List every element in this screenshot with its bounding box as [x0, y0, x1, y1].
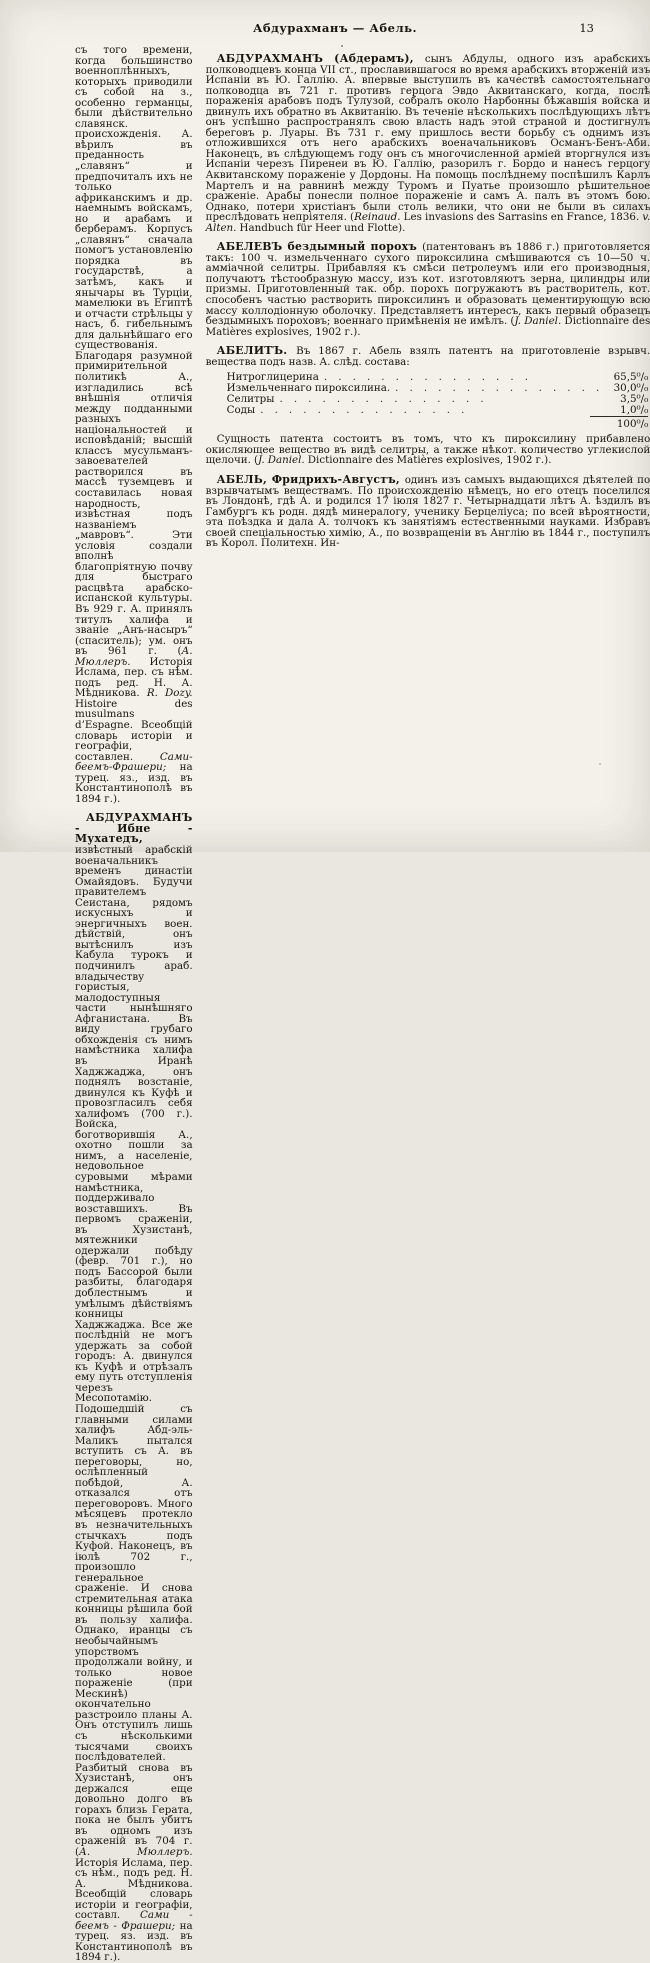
- ingredient-value: 30,0⁰/₀: [613, 382, 649, 395]
- entry-headword: АБЕЛЕВЪ бездымный порохъ: [216, 240, 423, 254]
- body-text: на турец. яз., изд. въ Константинополѣ въ 1894 г.).: [75, 761, 193, 805]
- dot-leader: [260, 405, 603, 416]
- ingredient-label: Селитры: [226, 393, 275, 406]
- citation-text: А. Мюллеръ.: [75, 645, 193, 668]
- body-text: Les invasions des Sarrasins en France, 1836.: [400, 211, 643, 224]
- body-text: Въ 1867 г. Абель взялъ патентъ на приготовленіе взрывч. вещества подъ назв. А. слѣд. состава:: [205, 345, 650, 368]
- body-text: на турец. яз. изд. въ Константинополѣ въ 1894 г.).: [75, 1919, 193, 1963]
- ingredient-label: Соды: [226, 404, 256, 417]
- ingredient-value: 1,0⁰/₀: [620, 404, 649, 417]
- paper-speck: [341, 45, 343, 47]
- paper-speck: [599, 763, 601, 765]
- entry-headword: АБДУРАХМАНЪ - Ибне - Мухатедъ,: [75, 811, 193, 846]
- body-text: Handbuch für Heer und Flotte).: [236, 221, 406, 234]
- body-text: извѣстный арабскій военачальникъ временъ династіи Омайядовъ. Будучи правителемъ Сеистана, рядомъ искусныхъ и энергичныхъ воен. дѣйствій, онъ вытѣснилъ изъ Кабула турокъ и подчинилъ араб. владычеству гористыя, малодоступныя части нынѣшняго Афганистана. Въ виду грубаго обхожденія съ нимъ намѣстника халифа въ Иранѣ Хаджжаджа, онъ поднялъ возстаніе, двинулся къ Куфѣ и провозгласилъ себя халифомъ (700 г.). Войска, боготворившія А., охотно пошли за нимъ, а населеніе, недовольное суровыми мѣрами намѣстника, поддерживало возставшихъ. Въ первомъ сраженіи, въ Хузистанѣ, мятежники одержали побѣду (февр. 701 г.), но подъ Бассорой были разбиты, благодаря доблестнымъ и умѣлымъ дѣйствіямъ конницы Хаджжаджа. Все же послѣдній не могъ удержать за собой городъ: А. двинулся къ Куфѣ и отрѣзалъ ему путь отступленія черезъ Месопотамію. Подошедшій съ главными силами халифъ Абд-эль-Маликъ пытался вступить съ А. въ переговоры, но, ослѣпленный побѣдой, А. отказался отъ переговоровъ. Много мѣсяцевъ протекло въ незначительныхъ стычкахъ подъ Куфой. Наконецъ, въ іюлѣ 702 г., произошло генеральное сраженіе. И снова стремительная атака конницы рѣшила бой въ пользу халифа. Однако, иранцы съ необычайнымъ упорствомъ продолжали войну, и только новое пораженіе (при Мескинѣ) окончательно разстроило планы А. Онъ отступилъ лишь съ нѣсколькими тысячами своихъ послѣдователей. Разбитый снова въ Хузистанѣ, онъ держался еще довольно долго въ горахъ близь Герата, пока не былъ убитъ въ одномъ изъ сраженій въ 704 г. (: [75, 844, 193, 1858]
- body-text: съ того времени, когда большинство военноплѣнныхъ, которыхъ приводили съ собой на з., особенно германцы, были дѣйствительно славянск. происхожденія. А. вѣрилъ въ преданность „славянъ“ и предпочиталъ ихъ не только африканскимъ и др. наемнымъ войскамъ, но и арабамъ и берберамъ. Корпусъ „славянъ“ сначала помогъ установленію порядка въ государствѣ, а затѣмъ, какъ и янычары въ Турціи, мамелюки въ Египтѣ и отчасти стрѣльцы у насъ, б. гибельнымъ для дальнѣйшаго его существованія. Благодаря разумной примирительной политикѣ А., изгладились всѣ внѣшнія отличія между подданными разныхъ національностей и исповѣданій; высшій классъ мусульманъ-завоевателей растворился въ массѣ туземцевъ и составилась новая народность, извѣстная подъ названіемъ „мавровъ“. Эти условія создали вполнѣ благопріятную почву для быстраго расцвѣта арабско-испанской культуры. Въ 929 г. А. принялъ титулъ халифа и званіе „Анъ-насыръ“ (спаситель); ум. онъ въ 961 г. (: [75, 44, 193, 658]
- paragraph: [206, 434, 650, 466]
- running-head: [75, 21, 595, 37]
- running-head-title: Абдурахманъ — Абель.: [252, 21, 418, 35]
- body-text: Dictionnaire des Matières explosives, 1902 г.).: [205, 315, 650, 338]
- composition-table: [227, 372, 649, 430]
- entry-paragraph: [206, 346, 650, 367]
- entry-paragraph: [75, 813, 193, 1963]
- entry-paragraph: [205, 472, 650, 550]
- ingredient-value: 65,5⁰/₀: [613, 371, 649, 384]
- composition-total-value: 100⁰/₀: [590, 416, 648, 430]
- right-column: [206, 45, 650, 1963]
- body-text: одинъ изъ самыхъ выдающихся дѣятелей по взрывчатымъ веществамъ. По происхожденію нѣмецъ, но его отецъ поселился въ Лондонѣ, гдѣ А. и родился 17 іюля 1827 г. Четырнадцати лѣтъ А. ѣздилъ въ Гамбургъ къ родн. дядѣ минералогу, ученику Берцеліуса; по всей вѣроятности, эта поѣздка и дала А. толчокъ къ занятіямъ естественными науками. Избравъ своей спеціальностью химію, А., по возвращеніи въ Англію въ 1844 г., поступилъ въ Корол. Политехн. Ин-: [205, 473, 650, 550]
- citation-text: J. Daniel.: [258, 454, 305, 467]
- body-text: Dictionnaire des Matières explosives, 1902 г.).: [304, 454, 552, 467]
- entry-headword: АБДУРАХМАНЪ (Абдерамъ),: [216, 52, 425, 65]
- page-number: 13: [579, 21, 594, 35]
- body-text: сынъ Абдулы, одного изъ арабскихъ полководцевъ конца VII ст., прославившагося во время арабскихъ вторженій изъ Испаніи въ Ю. Галлію. А. впервые выступилъ въ качествѣ самостоятельнаго полководца въ 721 г. противъ герцога Эвдо Аквитанскаго, когда, послѣ пораженія арабовъ подъ Тулузой, собралъ около Нарбонны бѣжавшія войска и двинулъ ихъ обратно въ Аквитанію. Въ теченіе нѣсколькихъ послѣдующихъ лѣтъ онъ успѣшно распространялъ свою власть надъ этой страной и достигнулъ береговъ р. Луары. Въ 731 г. ему пришлось вести борьбу съ однимъ изъ отложившихся отъ него арабскихъ военачальниковъ Османъ-Бенъ-Аби. Наконецъ, въ слѣдующемъ году онъ съ многочисленной арміей вторгнулся изъ Испаніи черезъ Пиренеи въ Ю. Галлію, разорилъ г. Бордо и нанесъ герцогу Аквитанскому пораженіе у Дордоны. На помощь послѣднему поспѣшилъ Карлъ Мартелъ и на равнинѣ между Туромъ и Пуатье произошло рѣшительное сраженіе. Арабы понесли полное пораженіе и самъ А. палъ въ этомъ бою. Однако, потери христіанъ были столь велики, что они не были въ силахъ преслѣдовать непріятеля. (: [205, 53, 650, 224]
- entry-paragraph: [206, 54, 650, 233]
- paragraph: [75, 45, 193, 804]
- body-text: Сущность патента состоитъ въ томъ, что къ пироксилину прибавлено окисляющее вещество въ видѣ селитры, а также нѣкот. количество углекислой щелочи. (: [205, 433, 650, 467]
- ingredient-value: 3,5⁰/₀: [620, 393, 649, 406]
- entry-paragraph: [206, 242, 650, 337]
- text-content: [75, 44, 650, 1963]
- citation-text: Reinaud.: [354, 211, 401, 224]
- ingredient-label: Измельченнаго пироксилина.: [226, 382, 391, 395]
- left-column: [75, 45, 193, 1963]
- citation-text: Сами - беемъ - Фрашери;: [75, 1909, 193, 1932]
- composition-row: [227, 405, 649, 416]
- composition-total-row: [227, 416, 649, 430]
- body-text: Исторія Ислама, пер. съ нѣм. подъ ред. Н. А. Мѣдникова.: [75, 655, 193, 700]
- body-text: Исторія Ислама, пер. съ нѣм., подъ ред. Н. А. Мѣдникова. Всеобщій словарь исторіи и географіи, составл.: [75, 1856, 193, 1922]
- citation-text: v. Alten.: [205, 211, 650, 234]
- citation-text: R. Dozy.: [146, 687, 193, 700]
- body-text: Histoire des musulmans d’Espagne. Всеобщій словарь исторіи и географіи, составлен.: [75, 697, 193, 763]
- entry-headword: АБЕЛИТЪ.: [216, 344, 297, 358]
- citation-text: Сами-беемъ-Фрашери;: [75, 750, 193, 774]
- ingredient-label: Нитроглицерина: [226, 371, 319, 384]
- entry-headword: АБЕЛЬ, Фридрихъ-Августъ,: [216, 472, 405, 486]
- citation-text: А. Мюллеръ.: [79, 1845, 193, 1858]
- citation-text: J. Daniel.: [514, 315, 562, 328]
- body-text: (патентованъ въ 1886 г.) приготовляется такъ: 100 ч. измельченнаго сухого пироксилина смѣшиваются съ 10—50 ч. амміачной селитры. Прибавляя къ смѣси петролеумъ или его производныя, получаютъ тѣстообразную массу, изъ кот. изготовляютъ зерна, цилиндры или призмы. Приготовленный так. обр. порохъ погружаютъ въ растворитель, кот. способенъ частью растворить пироксилинъ и образовать цементирующую всю массу коллодіонную оболочку. Представляетъ интересъ, какъ первый образецъ бездымныхъ пороховъ; военнаго примѣненія не имѣлъ. (: [205, 241, 650, 328]
